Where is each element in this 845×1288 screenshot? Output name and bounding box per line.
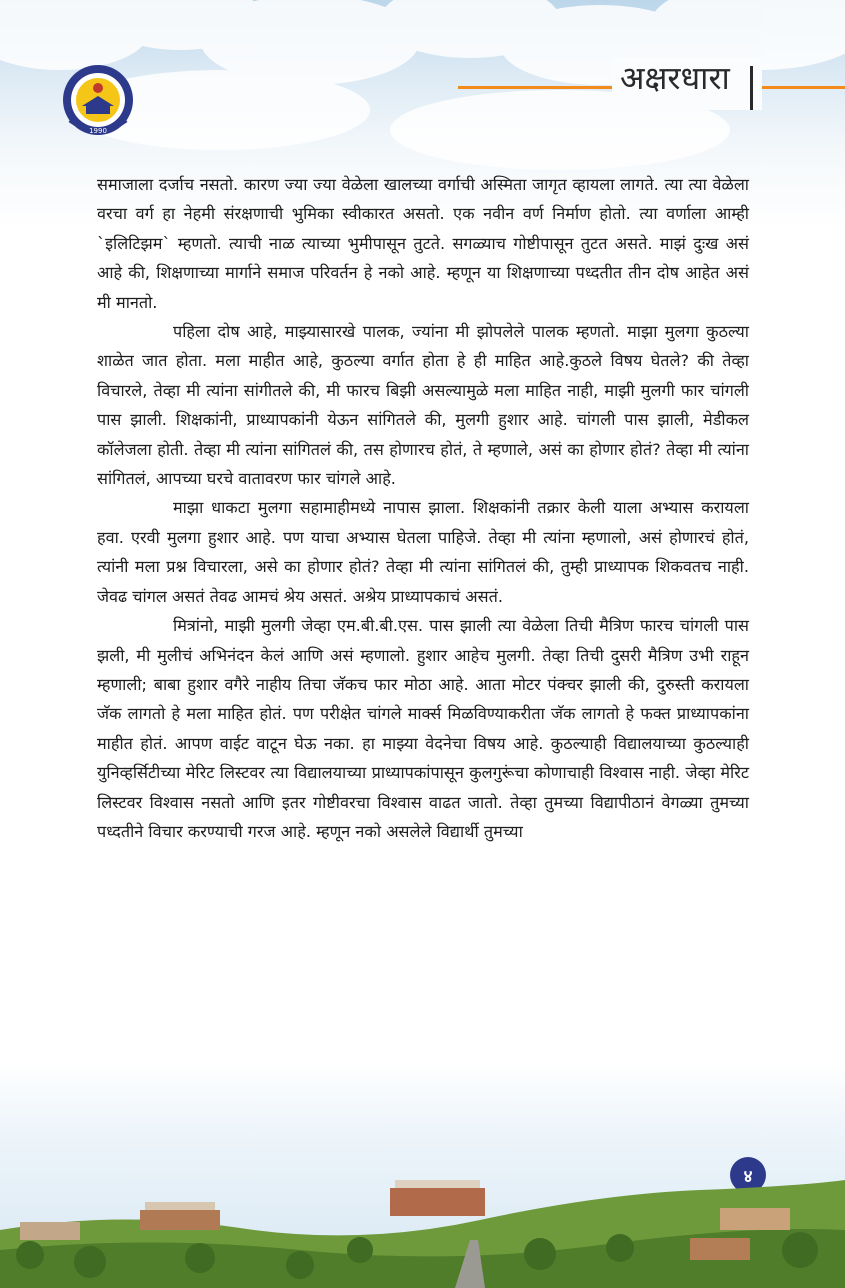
campus-landscape-image: [0, 1150, 845, 1288]
paragraph-1: समाजाला दर्जाच नसतो. कारण ज्या ज्या वेळेला खालच्या वर्गाची अस्मिता जागृत व्हायला लागते. त्या त्या वेळेला वरचा वर्ग हा नेहमी संरक्षणाची भुमिका स्वीकारत असतो. एक नवीन वर्ण निर्माण होतो. त्या वर्णाला आम्ही `इलिटिझम` म्हणतो. त्याची नाळ त्याच्या भुमीपासून तुटते. सगळ्याच गोष्टीपासून तुटत असते. माझं दुःख असं आहे की, शिक्षणाच्या मार्गाने समाज परिवर्तन हे नको आहे. म्हणून या शिक्षणाच्या पध्दतीत तीन दोष आहेत असं मी मानतो.: [97, 175, 749, 312]
paragraph-4: मित्रांनो, माझी मुलगी जेव्हा एम.बी.बी.एस. पास झाली त्या वेळेला तिची मैत्रिण फारच चांगली पास झली, मी मुलीचं अभिनंदन केलं आणि असं म्हणालो. हुशार आहेच मुलगी. तेव्हा तिची दुसरी मैत्रिण उभी राहून म्हणाली; बाबा हुशार वगैरे नाहीय तिचा जॅकच फार मोठा आहे. आता मोटर पंक्चर झाली की, दुरुस्ती करायला जॅक लागतो हे मला माहित होतं. पण परीक्षेत चांगले मार्क्स मिळविण्याकरीता जॅक लागतो हे फक्त प्राध्यापकांना माहीत होतं. आपण वाईट वाटून घेऊ नका. हा माझ्या वेदनेचा विषय आहे. कुठल्याही विद्यालयाच्या कुठल्याही युनिव्हर्सिटीच्या मेरिट लिस्टवर त्या विद्यालयाच्या प्राध्यापकांपासून कुलगुरूंचा कोणाचाही विश्वास नाही. जेव्हा मेरिट लिस्टवर विश्वास नसतो आणि इतर गोष्टीवरचा विश्वास वाढत जातो. तेव्हा तुमच्या विद्यापीठानं वेगळ्या तुमच्या पध्दतीने विचार करण्याची गरज आहे. म्हणून नको असलेले विद्यार्थी तुमच्या: [97, 616, 749, 841]
article-body: [97, 170, 749, 846]
title-divider: [750, 66, 753, 110]
university-logo: [60, 62, 136, 138]
paragraph-2: पहिला दोष आहे, माझ्यासारखे पालक, ज्यांना मी झोपलेले पालक म्हणतो. माझा मुलगा कुठल्या शाळेत जात होता. मला माहीत आहे, कुठल्या वर्गात होता हे ही माहित आहे.कुठले विषय घेतले? की तेव्हा विचारले, तेव्हा मी त्यांना सांगीतले की, मी फारच बिझी असल्यामुळे मला माहित नाही, माझी मुलगी फार चांगली पास झाली. शिक्षकांनी, प्राध्यापकांनी येऊन सांगितले की, मुलगी हुशार आहे. चांगली पास झाली, मेडीकल कॉलेजला होती. तेव्हा मी त्यांना सांगितलं की, तस होणारच होतं, ते म्हणाले, असं का होणार होतं? तेव्हा मी त्यांना सांगितलं, आपच्या घरचे वातावरण फार चांगले आहे.: [97, 322, 749, 489]
publication-title: अक्षरधारा: [620, 59, 730, 97]
page-number-badge: ४: [730, 1157, 766, 1193]
logo-year: 1990: [89, 127, 107, 135]
university-emblem-icon: [60, 62, 136, 138]
paragraph-3: माझा धाकटा मुलगा सहामाहीमध्ये नापास झाला. शिक्षकांनी तक्रार केली याला अभ्यास करायला हवा. एरवी मुलगा हुशार आहे. पण याचा अभ्यास घेतला पाहिजे. तेव्हा मी त्यांना म्हणालो, असं होणारचं होतं, त्यांनी मला प्रश्न विचारला, असे का होणार होतं? तेव्हा मी त्यांना सांगितलं की, तुम्ही प्राध्यापक शिकवतच नाही. जेवढ चांगल असतं तेवढ आमचं श्रेय असतं. अश्रेय प्राध्यापकाचं असतं.: [97, 498, 749, 606]
